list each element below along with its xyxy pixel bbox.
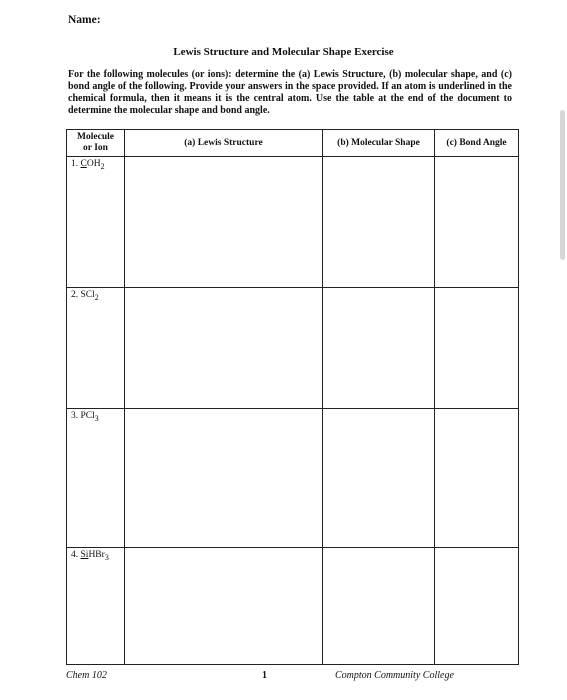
lewis-answer-cell[interactable] <box>125 548 323 665</box>
molecule-cell: 2. SCl$_2$ <box>67 288 125 409</box>
table-row <box>67 409 519 548</box>
exercise-table <box>66 129 519 665</box>
molecule-cell: 4. SiHBr$_3$ <box>67 548 125 665</box>
angle-answer-cell[interactable] <box>435 157 519 288</box>
molecule-cell: 1. $COH_2$ <box>67 157 125 288</box>
scrollbar[interactable] <box>560 110 565 260</box>
table-row <box>67 548 519 665</box>
angle-answer-cell[interactable] <box>435 409 519 548</box>
lewis-answer-cell[interactable] <box>125 409 323 548</box>
table-row <box>67 157 519 288</box>
molecule-cell: 3. PCl$_3$ <box>67 409 125 548</box>
shape-header: (b) Molecular Shape <box>323 130 435 157</box>
table-header-row <box>67 130 519 157</box>
lewis-answer-cell[interactable] <box>125 157 323 288</box>
shape-answer-cell[interactable] <box>323 409 435 548</box>
document-title: Lewis Structure and Molecular Shape Exercise <box>173 46 394 58</box>
table-row <box>67 288 519 409</box>
central-atom: C <box>80 159 87 169</box>
angle-answer-cell[interactable] <box>435 288 519 409</box>
angle-header: (c) Bond Angle <box>435 130 519 157</box>
instructions: For the following molecules (or ions): determine the (a) Lewis Structure, (b) molecular shape, and (c) bond angle of the following. Provide your answers in the space provided. If an atom is underlined in the chemical formula, then it means it is the central atom. Use the table at the end of the document to determine the molecular shape and bond angle. <box>68 69 512 116</box>
lewis-answer-cell[interactable] <box>125 288 323 409</box>
footer-college: Compton Community College <box>335 670 454 681</box>
angle-answer-cell[interactable] <box>435 548 519 665</box>
name-label: Name: <box>68 14 101 26</box>
shape-answer-cell[interactable] <box>323 288 435 409</box>
central-atom: Si <box>80 550 89 560</box>
shape-answer-cell[interactable] <box>323 157 435 288</box>
footer-page-number: 1 <box>262 670 267 681</box>
footer-course: Chem 102 <box>66 670 107 681</box>
molecule-header: Molecule or Ion <box>67 130 125 157</box>
lewis-header: (a) Lewis Structure <box>125 130 323 157</box>
shape-answer-cell[interactable] <box>323 548 435 665</box>
